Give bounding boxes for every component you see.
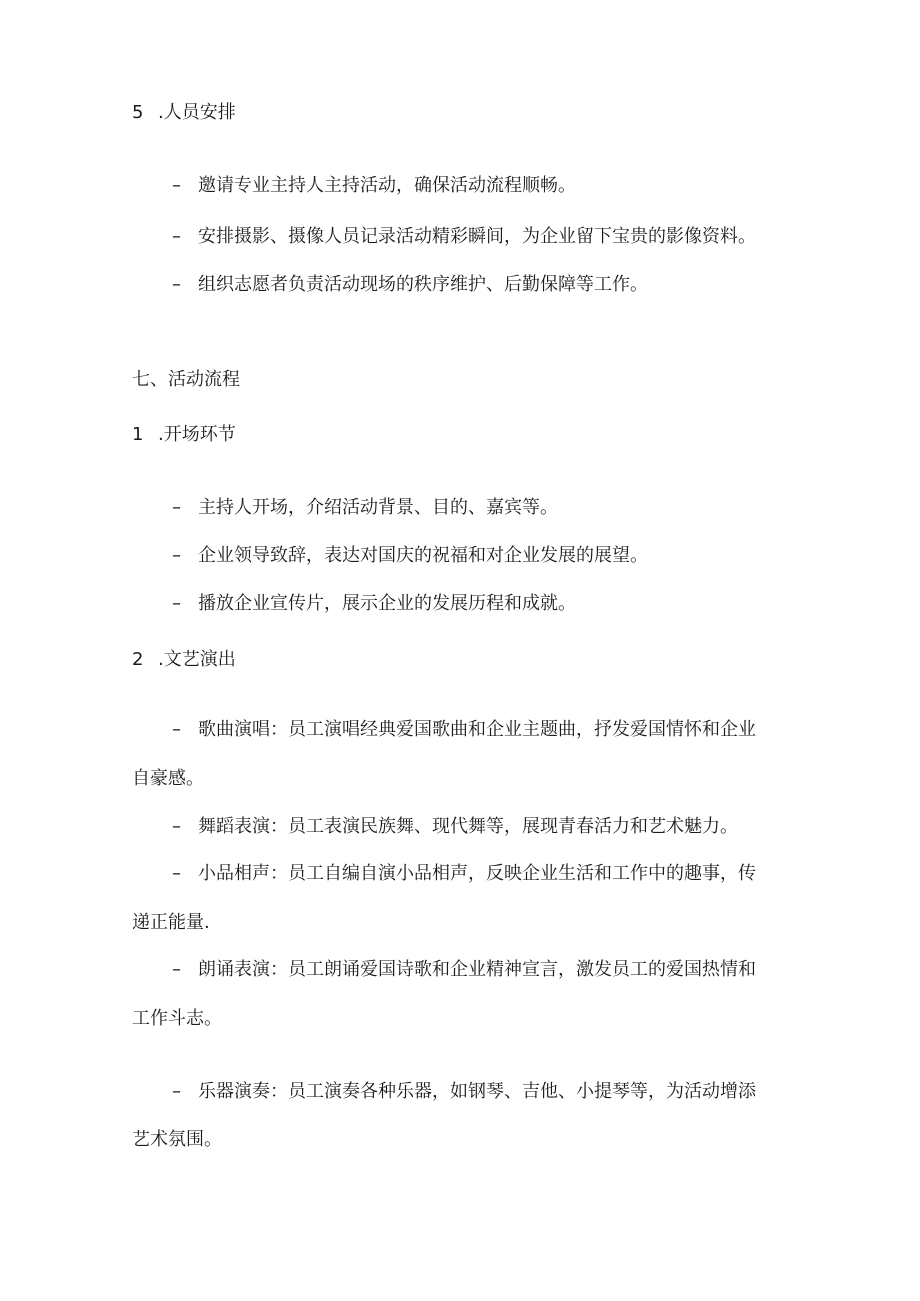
bullet-dash: – bbox=[172, 719, 181, 740]
bullet-dash: – bbox=[172, 959, 181, 980]
list-item: – 舞蹈表演：员工表演民族舞、现代舞等，展现青春活力和艺术魅力。 bbox=[172, 812, 738, 842]
heading-number: 1 bbox=[132, 424, 144, 445]
list-item: – 小品相声：员工自编自演小品相声，反映企业生活和工作中的趣事，传 bbox=[172, 859, 756, 889]
heading-text: .文艺演出 bbox=[158, 649, 236, 670]
heading-2 bbox=[132, 645, 236, 675]
bullet-dash: – bbox=[172, 545, 181, 566]
list-item-continuation: 自豪感。 bbox=[132, 768, 204, 789]
heading-1 bbox=[132, 420, 236, 450]
list-item: – 歌曲演唱：员工演唱经典爱国歌曲和企业主题曲，抒发爱国情怀和企业 bbox=[172, 715, 756, 745]
heading-text: .人员安排 bbox=[158, 102, 236, 123]
bullet-dash: – bbox=[172, 1081, 181, 1102]
list-item: – 播放企业宣传片，展示企业的发展历程和成就。 bbox=[172, 589, 576, 619]
list-item: – 乐器演奏：员工演奏各种乐器，如钢琴、吉他、小提琴等，为活动增添 bbox=[172, 1077, 756, 1107]
heading-text: .开场环节 bbox=[158, 424, 236, 445]
bullet-dash: – bbox=[172, 175, 181, 196]
list-item-continuation: 工作斗志。 bbox=[132, 1008, 222, 1029]
heading-number: 2 bbox=[132, 649, 144, 670]
list-item: – 企业领导致辞，表达对国庆的祝福和对企业发展的展望。 bbox=[172, 541, 648, 571]
list-item: – 邀请专业主持人主持活动，确保活动流程顺畅。 bbox=[172, 171, 576, 201]
heading-number: 5 bbox=[132, 102, 144, 123]
bullet-dash: – bbox=[172, 274, 181, 295]
bullet-dash: – bbox=[172, 816, 181, 837]
list-item: – 主持人开场，介绍活动背景、目的、嘉宾等。 bbox=[172, 493, 558, 523]
list-item-continuation: 艺术氛围。 bbox=[132, 1129, 222, 1150]
list-item-continuation: 递正能量. bbox=[132, 912, 210, 933]
bullet-dash: – bbox=[172, 497, 181, 518]
bullet-dash: – bbox=[172, 593, 181, 614]
heading-5 bbox=[132, 98, 236, 128]
bullet-dash: – bbox=[172, 226, 181, 247]
list-item: – 组织志愿者负责活动现场的秩序维护、后勤保障等工作。 bbox=[172, 270, 648, 300]
list-item: – 安排摄影、摄像人员记录活动精彩瞬间，为企业留下宝贵的影像资料。 bbox=[172, 222, 756, 252]
bullet-dash: – bbox=[172, 863, 181, 884]
list-item: – 朗诵表演：员工朗诵爱国诗歌和企业精神宣言，激发员工的爱国热情和 bbox=[172, 955, 756, 985]
section-title: 七、活动流程 bbox=[132, 369, 240, 390]
